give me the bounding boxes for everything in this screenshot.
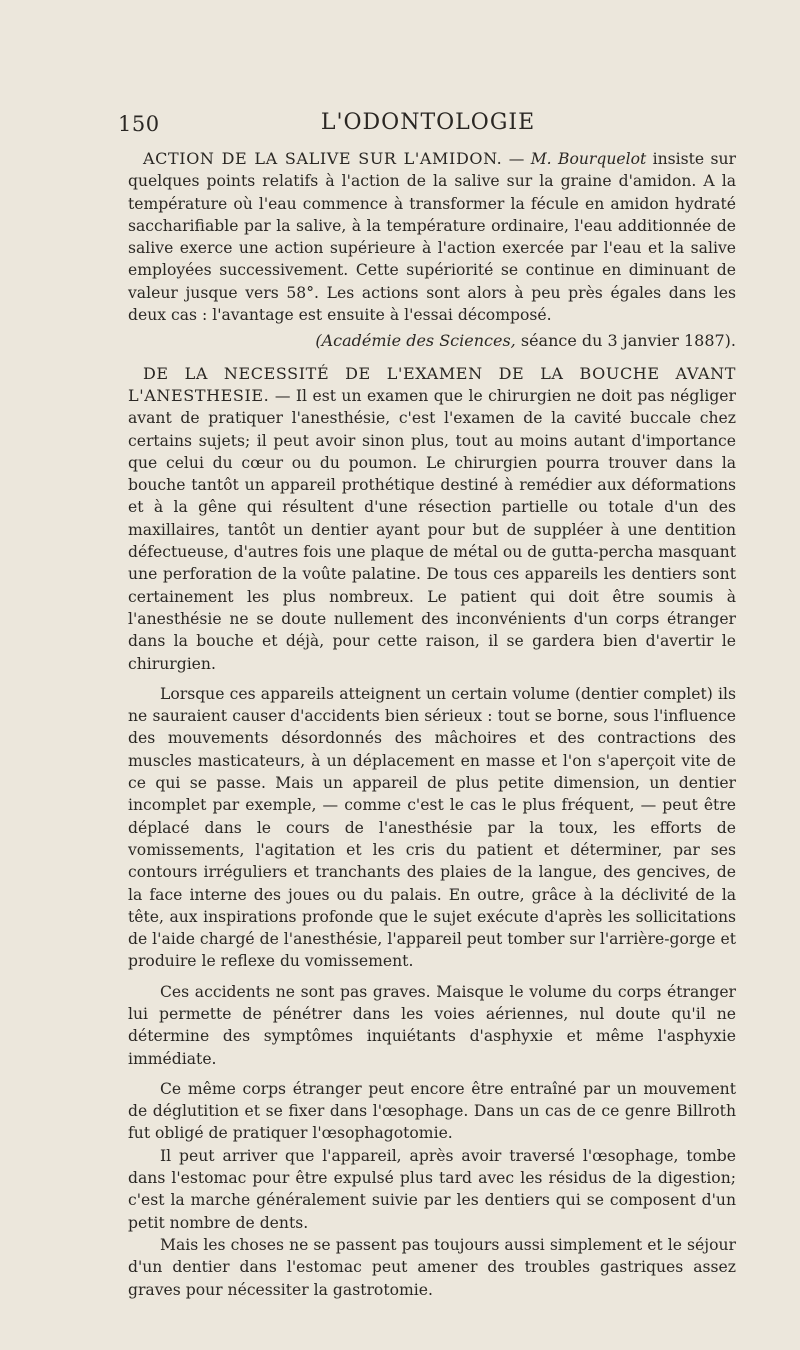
citation-source: (Académie des Sciences, bbox=[315, 331, 516, 351]
section-amidon-paragraph bbox=[128, 148, 736, 326]
citation bbox=[128, 330, 736, 352]
section-anesthesie-intro: — Il est un examen que le chirurgien ne doit pas négliger avant de pratiquer l'anesthésie, c'est l'examen de la cavité buccale chez certains sujets; il peut avoir sinon plus, tout au moins autant d'importance que celui du cœur ou du poumon. Le chirurgien pourra trouver dans la bouche tantôt un appareil prothétique destiné à remédier aux déformations et à la gêne qui résultent d'une résection partielle ou totale d'un des maxillaires, tantôt un dentier ayant pour but de suppléer à une dentition défectueuse, d'autres fois une plaque de métal ou de gutta-percha masquant une perforation de la voûte palatine. De tous ces appareils les dentiers sont certainement les plus nombreux. Le patient qui doit être soumis à l'anesthésie ne se doute nullement des inconvénients d'un corps étranger dans la bouche et déjà, pour cette raison, il se gardera bien d'avertir le chirurgien. bbox=[128, 386, 736, 673]
section-amidon-title: ACTION DE LA SALIVE SUR L'AMIDON. bbox=[143, 149, 503, 168]
page-header bbox=[118, 110, 738, 140]
article-body bbox=[128, 148, 736, 1301]
paragraph: Lorsque ces appareils atteignent un certain volume (dentier complet) ils ne sauraient causer d'accidents bien sérieux : tout se borne, sous l'influence des mouvements désordonnés des mâchoires et des contractions des muscles masticateurs, à un déplacement en masse et l'on s'aperçoit vite de ce qui se passe. Mais un appareil de plus petite dimension, un dentier incomplet par exemple, — comme c'est le cas le plus fréquent, — peut être déplacé dans le cours de l'anesthésie par la toux, les efforts de vomissements, l'agitation et les cris du patient et déterminer, par ses contours irréguliers et tranchants des plaies de la langue, des gencives, de la face interne des joues ou du palais. En outre, grâce à la déclivité de la tête, aux inspirations profonde que le sujet exécute d'après les sollicitations de l'aide chargé de l'anesthésie, l'appareil peut tomber sur l'arrière-gorge et produire le reflexe du vomissement. bbox=[128, 684, 736, 971]
section-anesthesie-title: DE LA NECESSITÉ DE L'EXAMEN DE LA BOUCHE AVANT L'ANESTHESIE. bbox=[128, 363, 736, 405]
section-amidon-text: insiste sur quelques points relatifs à l'action de la salive sur la graine d'amidon. A la température où l'eau commence à transformer la fécule en amidon hydraté saccharifiable par la salive, à la température ordinaire, l'eau additionnée de salive exerce une action supérieure à l'action exercée par l'eau et la salive employées successivement. Cette supériorité se continue en diminuant de valeur jusque vers 58°. Les actions sont alors à peu près égales dans les deux cas : l'avantage est ensuite à l'essai décomposé. bbox=[128, 150, 737, 325]
paragraph: Ces accidents ne sont pas graves. Maisque le volume du corps étranger lui permette de pénétrer dans les voies aériennes, nul doute qu'il ne détermine des symptômes inquiétants d'asphyxie et même l'asphyxie immédiate. bbox=[128, 982, 736, 1068]
section-anesthesie-paragraph bbox=[128, 363, 736, 675]
paragraph: Il peut arriver que l'appareil, après avoir traversé l'œsophage, tombe dans l'estomac pour être expulsé plus tard avec les résidus de la digestion; c'est la marche généralement suivie par les dentiers qui se composent d'un petit nombre de dents. bbox=[128, 1146, 736, 1232]
author-name: M. Bourquelot bbox=[530, 150, 647, 168]
citation-date: séance du 3 janvier 1887). bbox=[515, 331, 736, 351]
page-number: 150 bbox=[118, 112, 160, 136]
title-dash: — bbox=[502, 150, 531, 168]
paragraph: Ce même corps étranger peut encore être entraîné par un mouvement de déglutition et se fixer dans l'œsophage. Dans un cas de ce genre Billroth fut obligé de pratiquer l'œsophagotomie. bbox=[128, 1079, 736, 1143]
paragraph: Mais les choses ne se passent pas toujours aussi simplement et le séjour d'un dentier dans l'estomac peut amener des troubles gastriques assez graves pour nécessiter la gastrotomie. bbox=[128, 1235, 736, 1299]
running-title: L'ODONTOLOGIE bbox=[320, 110, 536, 135]
